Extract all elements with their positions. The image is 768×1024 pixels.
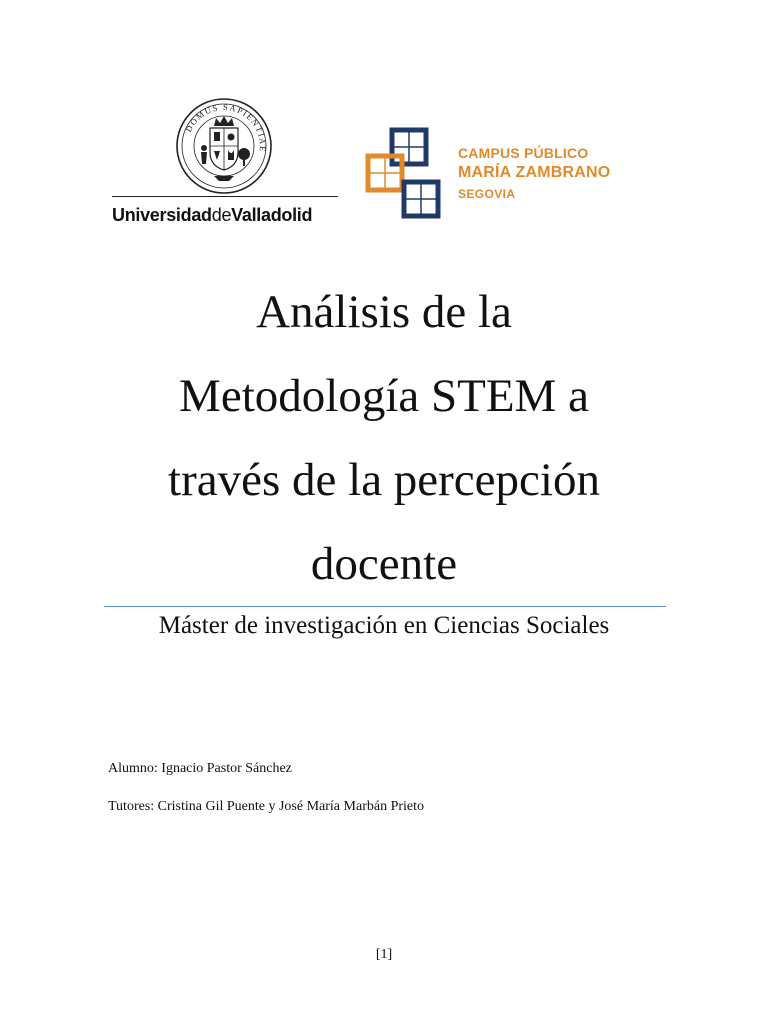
wordmark-de: de xyxy=(211,205,232,225)
uva-logo xyxy=(112,92,340,232)
campus-line-2: MARÍA ZAMBRANO xyxy=(458,164,611,181)
title-line-3: través de la percepción xyxy=(168,454,600,506)
uva-wordmark xyxy=(112,205,312,226)
campus-line-1: CAMPUS PÚBLICO xyxy=(458,145,589,161)
author-line: Alumno: Ignacio Pastor Sánchez xyxy=(108,761,292,776)
title-line-1: Análisis de la xyxy=(256,286,512,338)
campus-line-3: SEGOVIA xyxy=(458,187,516,201)
campus-text xyxy=(458,146,610,200)
page-number: [1] xyxy=(375,947,393,962)
seal-text: DOMUS SAPIENTIAE xyxy=(183,101,269,154)
title-line-2: Metodología STEM a xyxy=(179,370,589,422)
tutors-line: Tutores: Cristina Gil Puente y José María Marbán Prieto xyxy=(108,799,425,814)
wordmark-universidad: Universidad xyxy=(112,205,212,225)
campus-squares-icon xyxy=(360,122,450,222)
title-divider xyxy=(104,606,666,607)
logo-divider xyxy=(112,196,338,197)
document-subtitle: Máster de investigación en Ciencias Sociales xyxy=(158,612,610,639)
wordmark-valladolid: Valladolid xyxy=(231,205,313,225)
campus-logo xyxy=(360,122,660,232)
uva-seal-icon xyxy=(174,96,274,196)
document-title xyxy=(40,270,728,606)
title-line-4: docente xyxy=(310,538,458,590)
